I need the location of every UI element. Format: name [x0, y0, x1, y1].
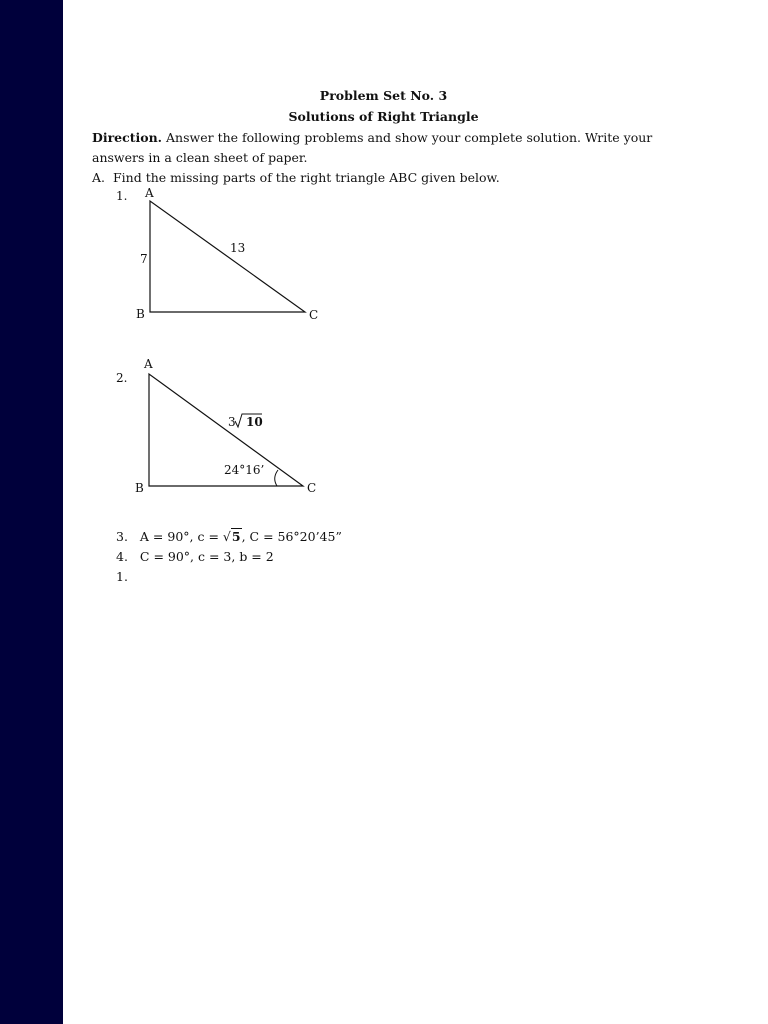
- direction-text-1: Answer the following problems and show your complete solution. Write your: [166, 130, 653, 145]
- problem-3-radicand: 5: [231, 529, 241, 544]
- problem-2-number: 2.: [116, 371, 128, 385]
- problem-5-number: 1.: [116, 569, 128, 584]
- direction-label: Direction.: [92, 130, 163, 145]
- triangle-2-vertex-a: A: [144, 357, 153, 371]
- triangle-2-vertex-c: C: [307, 481, 317, 495]
- triangle-2-hyp-radicand: 10: [246, 415, 263, 429]
- triangle-2-angle-c: 24°16’: [224, 463, 265, 477]
- triangle-1-vertex-b: B: [136, 307, 145, 321]
- triangle-1-vertex-a: A: [145, 186, 154, 200]
- problem-3-number: 3.: [116, 529, 128, 544]
- section-a-line: [92, 170, 500, 186]
- problem-4-line: [116, 549, 274, 565]
- problem-4-text: C = 90°, c = 3, b = 2: [139, 549, 274, 564]
- sqrt-symbol: √5: [222, 529, 241, 544]
- triangle-1-side-ac: 13: [230, 241, 246, 255]
- direction-text-2: answers in a clean sheet of paper.: [92, 150, 308, 165]
- triangle-2-vertex-b: B: [135, 481, 144, 495]
- problem-3-text-before: A = 90°, c =: [139, 529, 223, 544]
- problem-4-number: 4.: [116, 549, 128, 564]
- problem-3-text-after: , C = 56°20’45”: [241, 529, 342, 544]
- triangle-1-side-ab: 7: [140, 252, 148, 266]
- section-a-text: Find the missing parts of the right triangle ABC given below.: [113, 170, 500, 185]
- document-page: [63, 0, 768, 1024]
- section-a-marker: A.: [92, 170, 106, 185]
- triangle-2-hyp-coef: 3: [228, 415, 236, 429]
- triangle-1-vertex-c: C: [309, 308, 319, 322]
- problem-1-number: 1.: [116, 189, 128, 203]
- problem-3-line: [116, 529, 342, 545]
- document-title: Problem Set No. 3: [319, 88, 448, 103]
- direction-line-1: [92, 130, 652, 146]
- left-sidebar-band: [0, 0, 63, 1024]
- document-subtitle: Solutions of Right Triangle: [288, 109, 479, 124]
